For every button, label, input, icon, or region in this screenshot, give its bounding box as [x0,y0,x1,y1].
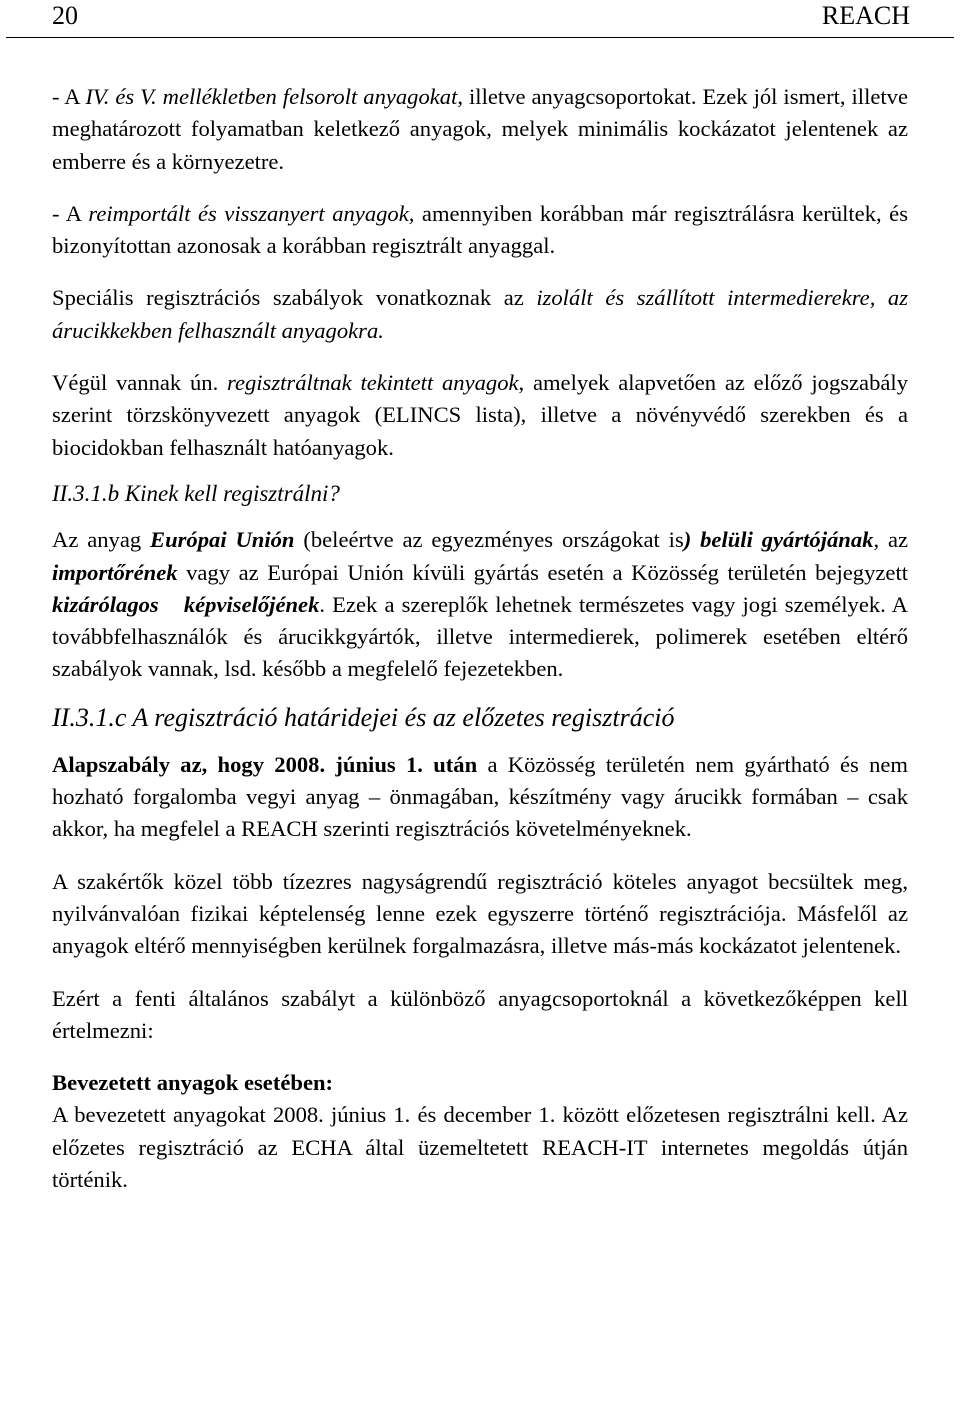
text-run: Végül vannak ún. [52,370,227,396]
paragraph-registered-substances [52,367,908,464]
text-run-italic: regisztráltnak tekintett anyagok [227,370,519,396]
text-run: Az anyag [52,527,150,553]
text-run: , illetve anyagcsoportokat. Ezek jól ismert, illetve meghatározott folyamatban keletkező anyagok, melyek minimális kockázatot jelentenek az emberre és a környezetre. [52,84,908,174]
text-run: - A [52,84,86,109]
page-header [6,0,954,38]
text-run: (beleértve az egyezményes országokat is [294,527,684,553]
text-run: Speciális regisztrációs szabályok vonatkoznak az [52,285,537,311]
section-heading-deadlines: II.3.1.c A regisztráció határidejei és az előzetes regisztráció [52,702,675,732]
text-run-bold: Alapszabály az, hogy 2008. június 1. után [52,751,478,777]
text-run: a Közösség területén nem gyártható és nem hozható forgalomba vegyi anyag – önmagában, készítmény vagy árucikk formában – csak akkor, ha megfelel a REACH szerinti regisztrációs követelményeknek. [52,751,908,842]
text-run: , az [873,527,908,553]
document-body [52,81,908,1196]
paragraph-who-registers [52,524,908,685]
paragraph-pre-registration: A bevezetett anyagokat 2008. június 1. és december 1. között előzetesen regisztrálni kell. Az előzetes regisztráció az ECHA által üzemeltetett REACH-IT internetes megoldás útján történik. [52,1102,908,1193]
text-run: vagy az Európai Unión kívüli gyártás esetén a Közösség területén bejegyzett [177,559,908,585]
text-run-bold: Bevezetett anyagok esetében: [52,1070,334,1096]
paragraph-reimported-substances [52,198,908,263]
text-run: - A [52,200,89,226]
paragraph-basic-rule [52,749,908,846]
text-run-bold-italic: Európai Unión [150,527,295,553]
text-run-bold-italic: importőrének [52,559,178,585]
text-run: amennyiben korábban már regisztrálásra kerültek, és bizonyítottan azonosak a korábban regisztrált anyaggal. [52,200,908,259]
text-run-italic: IV. és V. mellékletben felsorolt anyagokat [85,84,458,109]
paragraph-special-rules [52,282,908,347]
text-run-italic: izolált és szállított intermedierekre, az árucikkekben felhasznált anyagokra. [52,285,908,343]
subheading-phase-in-substances [52,1067,908,1099]
running-title: REACH [821,1,910,30]
text-run-bold-italic: kizárólagos képviselőjének [52,591,320,617]
text-run-bold-italic: ) belüli gyártójának [683,527,874,553]
paragraph-annex-substances [52,81,908,178]
page-number: 20 [52,1,78,30]
paragraph-interpretation: Ezért a fenti általános szabályt a különböző anyagcsoportoknál a következőképpen kell értelmezni: [52,985,908,1043]
paragraph-expert-estimate: A szakértők közel több tízezres nagyságrendű regisztráció köteles anyagot becsültek meg, nyilvánvalóan fizikai képtelenség lenne ezek egyszerre történő regisztrációja. Másfelől az anyagok eltérő mennyiségben kerülnek forgalmazásra, illetve más-más kockázatot jelentenek. [52,868,908,959]
section-heading-who-registers: II.3.1.b Kinek kell regisztrálni? [52,480,340,506]
text-run: , amelyek alapvetően az előző jogszabály szerint törzskönyvezett anyagok (ELINCS lista), illetve a növényvédő szerekben és a biocidokban felhasznált hatóanyagok. [52,370,908,460]
text-run: . Ezek a szereplők lehetnek természetes vagy jogi személyek. A továbbfelhasználók és árucikkgyártók, illetve intermedierek, polimerek esetében eltérő szabályok vannak, lsd. később a megfelelő fejezetekben. [52,591,909,682]
text-run-italic: reimportált és visszanyert anyagok, [88,200,415,226]
